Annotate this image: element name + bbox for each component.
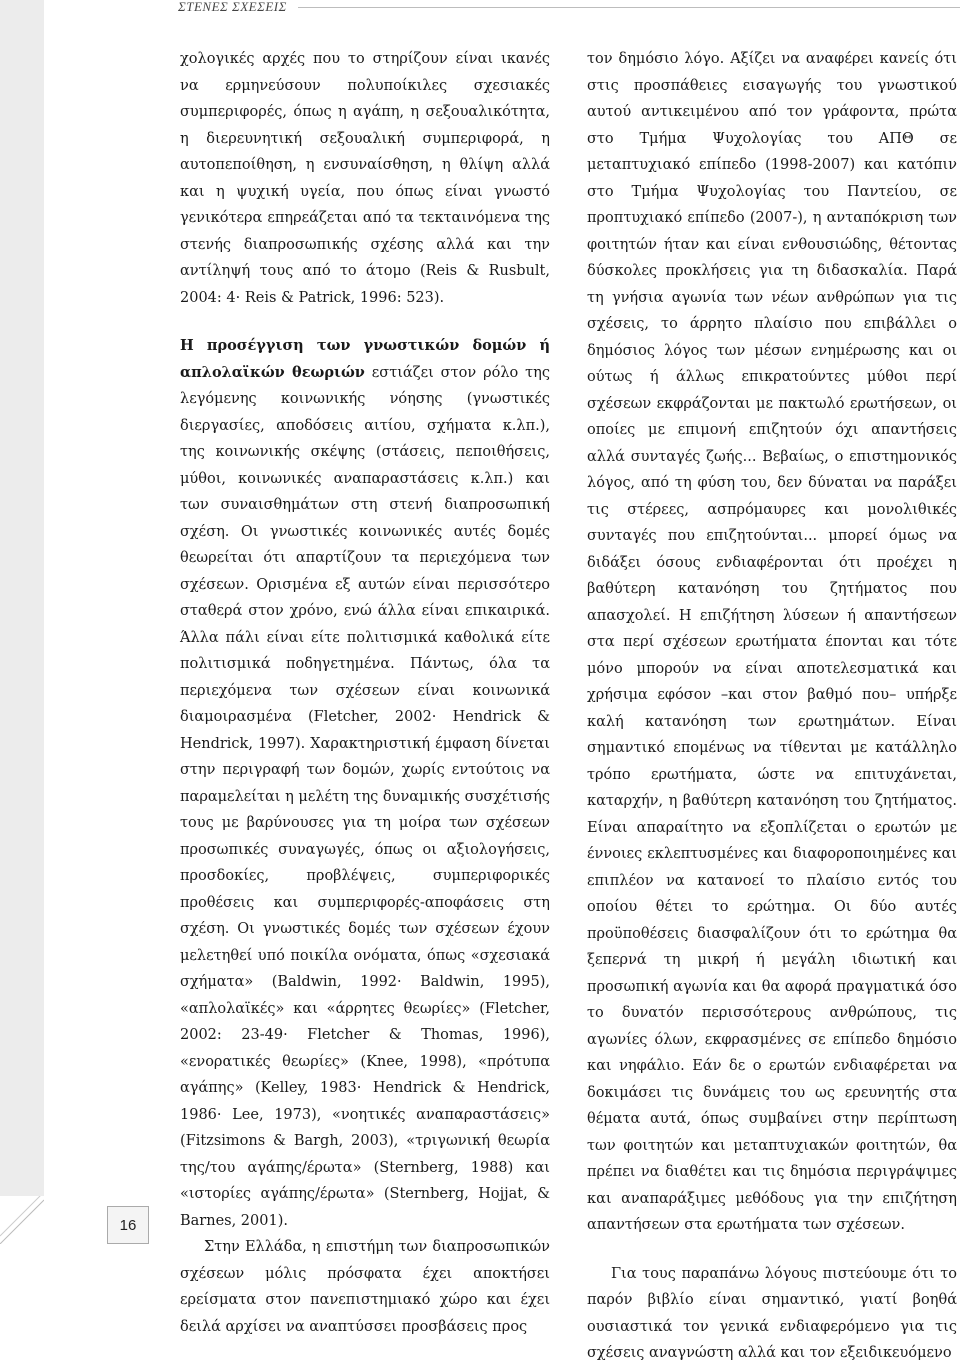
right-column: [587, 46, 957, 1367]
page-edge-bar: [0, 0, 44, 1196]
right-paragraph-1: τον δημόσιο λόγο. Αξίζει να αναφέρει κανείς ότι στις προσπάθειες εισαγωγής του γνωστικού αυτού αντικειμένου από τον γράφοντα, πρώτα στο Τμήμα Ψυχολογίας του ΑΠΘ σε μεταπτυχιακό επίπεδο (1998-2007) και κατόπιν στο Τμήμα Ψυχολογίας του Παντείου, σε προπτυχιακό επίπεδο (2007-), η ανταπόκριση των φοιτητών ήταν και είναι ενθουσιώδης, θέτοντας δύσκολες προκλήσεις για τη διδασκαλία. Παρά τη γνήσια αγωνία των νέων ανθρώπων για τις σχέσεις, το άρρητο πλαίσιο που επιβάλλει ο δημόσιος λόγος των μέσων ενημέρωσης και οι ούτως ή άλλως επικρατούντες μύθοι περί σχέσεων εκφράζονται με πακτωλό ερωτήσεων, οι οποίες με επιμονή επιζητούν όχι απαντήσεις αλλά συνταγές ζωής... Βεβαίως, ο επιστημονικός λόγος, από τη φύση του, δεν δύναται να παράξει τις στέρεες, ασπρόμαυρες και μονολιθικές συνταγές που επιζητούνται... μπορεί όμως να διδάξει όσους ενδιαφέρονται ότι προέχει η βαθύτερη κατανόηση του ζητήματος που απασχολεί. Η επιζήτηση λύσεων ή απαντήσεων στα περί σχέσεων ερωτήματα έπονται και τότε μόνο μπορούν να είναι αποτελεσματικά και χρήσιμα εφόσον –και στον βαθμό που– υπήρξε καλή κατανόηση των ερωτημάτων. Είναι σημαντικό επομένως να τίθενται με κατάλληλο τρόπο ερωτήματα, ώστε να επιτυχάνεται, καταρχήν, η βαθύτερη κατανόηση του ζητήματος. Είναι απαραίτητο να εξοπλίζεται ο ερωτών με έννοιες εκλεπτυσμένες και διαφοροποιημένες και επιπλέον να κατανοεί το πλαίσιο εντός του οποίου θέτει το ερώτημα. Οι δύο αυτές προϋποθέσεις διασφαλίζουν ότι το ερώτημα θα ξεπερνά τη μικρή ή μεγάλη ιδιωτική και προσωπική αγωνία και θα αφορά πραγματικά όσο το δυνατόν περισσότερους ανθρώπους, τις αγωνίες όλων, εκφρασμένες σε επίπεδο δημόσιο και νηφάλιο. Εάν δε ο ερωτών ενδιαφέρεται να δοκιμάσει τις δυνάμεις του ως ερευνητής στα θέματα αυτά, όπως συμβαίνει στην περίπτωση των φοιτητών και μεταπτυχιακών φοιτητών, θα πρέπει να διαθέτει και τις δημόσια περιγράψιμες και αναπαράξιμες μεθόδους για την επιζήτηση απαντήσεων στα ερωτήματα των σχέσεων.: [587, 51, 957, 1233]
header-rule: [298, 7, 960, 8]
page-number: 16: [107, 1206, 149, 1244]
left-paragraph-3: Στην Ελλάδα, η επιστήμη των διαπροσωπικών σχέσεων μόλις πρόσφατα έχει αποκτήσει ερείσματα στον πανεπιστημιακό χώρο και έχει δειλά αρχίσει να αναπτύσσει προσβάσεις προς: [180, 1239, 550, 1335]
corner-decoration: [0, 1196, 44, 1244]
right-paragraph-2: Για τους παραπάνω λόγους πιστεύουμε ότι το παρόν βιβλίο είναι σημαντικό, γιατί βοηθά ουσιαστικά τον γενικά ενδιαφερόμενο για τις σχέσεις αναγνώστη αλλά και τον εξειδικευόμενο: [587, 1265, 957, 1361]
left-paragraph-2-text: εστιάζει στον ρόλο της λεγόμενης κοινωνικής νόησης (γνωστικές διεργασίες, αποδόσεις αιτίου, σχήματα κ.λπ.), της κοινωνικής σκέψης (στάσεις, πεποιθήσεις, μύθοι, κοινωνικές αναπαραστάσεις κ.λπ.) και των συναισθημάτων στη στενή διαπροσωπική σχέση. Οι γνωστικές κοινωνικές αυτές δομές θεωρείται ότι απαρτίζουν τα περιεχόμενα των σχέσεων. Ορισμένα εξ αυτών είναι περισσότερο σταθερά στον χρόνο, ενώ άλλα είναι επικαιρικά. Άλλα πάλι είναι είτε πολιτισμικά καθολικά είτε πολιτισμικά ποδηγετημένα. Πάντως, όλα τα περιεχόμενα των σχέσεων είναι κοινωνικά διαμοιρασμένα (Fletcher, 2002· Hendrick & Hendrick, 1997). Χαρακτηριστική έμφαση δίνεται στην περιγραφή των δομών, χωρίς εντούτοις να παραμελείται η μελέτη της δυναμικής συσχέτισής τους με βαρύνουσες για τη μοίρα των σχέσεων προσωπικές συναγωγές, όπως οι αξιολογήσεις, προσδοκίες, προβλέψεις, συμπεριφορικές προθέσεις και συμπεριφορές-αποφάσεις στη σχέση. Οι γνωστικές δομές των σχέσεων έχουν μελετηθεί υπό ποικίλα ονόματα, όπως «σχεσιακά σχήματα» (Baldwin, 1992· Baldwin, 1995), «απλολαϊκές» και «άρρητες θεωρίες» (Fletcher, 2002: 23-49· Fletcher & Thomas, 1996), «ενορατικές θεωρίες» (Knee, 1998), «πρότυπα αγάπης» (Kelley, 1983· Hendrick & Hendrick, 1986· Lee, 1973), «νοητικές αναπαραστάσεις» (Fitzsimons & Bargh, 2003), «τριγωνική θεωρία της/του αγάπης/έρωτα» (Sternberg, 1988) και «ιστορίες αγάπης/έρωτα» (Sternberg, Hojjat, & Barnes, 2001).: [180, 364, 550, 1229]
running-title: ΣΤΕΝΕΣ ΣΧΕΣΕΙΣ: [178, 0, 287, 14]
section-lead-bold: Η προσέγγιση των γνωστικών δομών ή απλολαϊκών θεωριών: [180, 337, 550, 381]
left-paragraph-2: [180, 333, 550, 1234]
running-header: [0, 0, 960, 22]
left-column: [180, 46, 550, 1340]
left-paragraph-1: χολογικές αρχές που το στηρίζουν είναι ικανές να ερμηνεύσουν πολυποίκιλες σχεσιακές συμπεριφορές, όπως η αγάπη, η σεξουαλικότητα, η διερευνητική σεξουαλική συμπεριφορά, η αυτοπεποίθηση, η ενσυναίσθηση, η θλίψη αλλά και η ψυχική υγεία, που όπως είναι γνωστό γενικότερα επηρεάζεται από τα τεκταινόμενα της στενής διαπροσωπικής σχέσης αλλά και την αντίληψή τους από το άτομο (Reis & Rusbult, 2004: 4· Reis & Patrick, 1996: 523).: [180, 51, 550, 306]
